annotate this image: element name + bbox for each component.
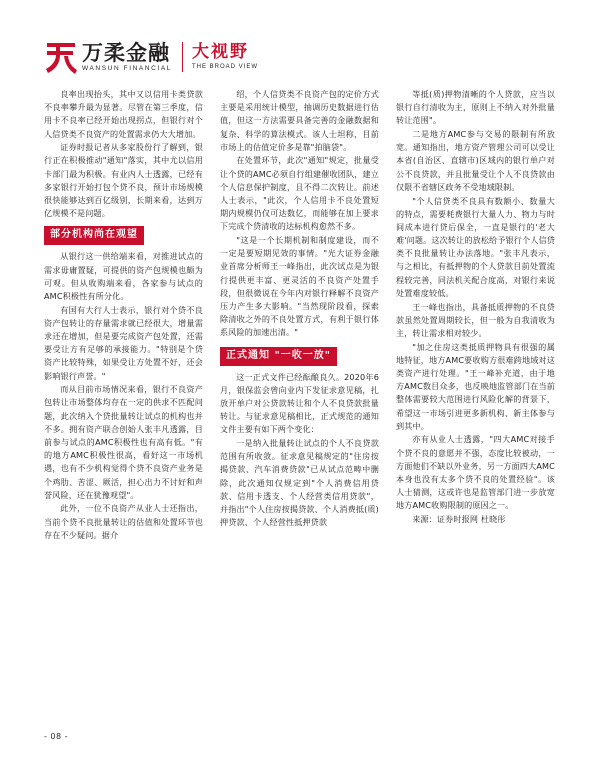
brand-secondary (192, 43, 258, 71)
paragraph: 从银行这一供给端来看，对推进试点的需求毋庸置疑，可提供的资产包规模也颇为可观。但从收购端来看，各家参与试点的AMC积极性有所分化。 (44, 251, 203, 301)
wansun-logo-icon (44, 39, 78, 75)
paragraph: 而从目前市场情况来看，银行不良资产包转让市场整体均存在一定的供求不匹配问题，此次纳入个贷批量转让试点的机构也并不多。拥有资产联合创始人张丰凡透露，目前参与试点的AMC积极性也有高有低。"有的地方AMC积极性很高，看好这一市场机遇，也有不少机构觉得个贷不良资产业务是个鸡肋、苦涩、厥活，担心出力不讨好和声誉风险，还在犹豫观望"。 (44, 384, 203, 500)
section-heading-observing: 部分机构尚在观望 (44, 226, 144, 245)
masthead-divider (182, 42, 183, 72)
paragraph: 证券时报记者从多家股份行了解到，银行正在积极推动"通知"落实，其中尤以信用卡部门最为积极。有业内人士透露，已经有多家银行开始打包个贷不良，预计市场规模很快能够达到百亿级别，长期来看，达到万亿规模不是问题。 (44, 142, 203, 219)
paragraph: 王一峰也指出，具备抵质押物的不良贷款虽然处置周期较长，但一般为自我清收为主，转让需求相对较少。 (396, 301, 555, 338)
paragraph: 良率出现抬头，其中又以信用卡类贷款不良率攀升最为显著。尽管在第三季度，信用卡不良率已经开始出现拐点，但银行对个人信贷类不良资产的处置需求仍大大增加。 (44, 89, 203, 139)
article-source: 来源：证券时报网 杜晓彤 (412, 514, 506, 524)
paragraph: "个人信贷类不良具有数额小、数量大的特点，需要耗费银行大量人力、物力与时间成本进行贷后保全，一直是银行的'老大难'问题。这次转让的放松给予银行个人信贷类不良批量转让办法落地。"张丰凡表示，与之相比，有抵押物的个人贷款目前处置流程较完善，同法机关配合度高，对银行来说处置难度较低。 (396, 195, 556, 298)
page-number: - 08 - (44, 732, 69, 741)
article-columns (44, 88, 556, 708)
article-column-3 (396, 88, 555, 708)
paragraph: "这是一个长期机制和制度建设，而不一定是要短期见效的事情。"光大证券金融业首席分析师王一峰指出，此次试点是为银行提供更丰富、更灵活的不良资产处置手段，但很微说在今年内对银行释解不良资产压力产生多大影响。"当然现阶段看，探索除清收之外的不良处置方式，有利于银行体系风险的加速出清。" (220, 235, 379, 338)
section-name-cn: 大视野 (192, 42, 250, 63)
paragraph: 有国有大行人士表示，银行对个贷不良资产包转让的存量需求就已经很大，增量需求还在增加，但是要完成资产包处置，还需要受让方有足够的承接能力。"特别是个贷资产比较特殊，如果受让方处置不好，还会影响银行声誉。" (44, 304, 203, 381)
paragraph: 此外，一位不良资产从业人士还指出，当前个贷不良批量转让的估值和处置环节也存在不少疑问。据介 (44, 503, 203, 540)
paragraph: "加之住房这类抵质押物具有很强的属地特征，地方AMC要收购方很难跨地域对这类资产进行处理。"王一峰补充道，由于地方AMC数目众多，也反映地监管部门在当前整体需要较大范围进行风险化解的背景下，希望这一市场引进更多新机构、新主体参与到其中。 (396, 341, 555, 431)
brand-name-cn: 万柔金融 (82, 41, 170, 66)
section-name-en: THE BROAD VIEW (192, 63, 259, 70)
brand-name-en: WANSUN FINANCIAL (82, 65, 173, 73)
paragraph: 一是纳入批量转让试点的个人不良贷款范围有所收敛。征求意见稿规定的"住房按揭贷款、汽车消费贷款"已从试点范畴中删除，此次通知仅规定到"个人消费信用贷款、信用卡透支、个人经营类信用贷款"，并指出"个人住房按揭贷款、个人消费抵(质)押贷款、个人经营性抵押贷款 (220, 438, 379, 528)
paragraph: 二是地方AMC参与交易的限制有所放宽。通知指出，地方资产管理公司可以受让本省(自治区、直辖市)区域内的银行单户对公不良贷款，并且批量受让个人不良贷款由仅限不省辖区政务不受地域限制。 (396, 129, 555, 192)
paragraph: 亦有从业人士透露，"四大AMC对接手个贷不良的意愿并不强，态度比较被动，一方面他们不缺以外业务，另一方面四大AMC本身也没有太多个贷不良的处置经验"。该人士猜测，这或许也是监管部门进一步放宽地方AMC收购限制的原因之一。 (396, 434, 555, 511)
paragraph: 等抵(质)押物清晰的个人贷款，应当以银行自行清收为主，原则上不纳入对外批量转让范围"。 (396, 89, 555, 126)
brand-primary (82, 41, 172, 73)
paragraph: 在处置环节，此次"通知"规定，批量受让个贷的AMC必须自行组建催收团队，建立个人信息保护制度，且不得二次转让。前述人士表示，"此次，个人信用卡不良处置短期内规模仍仅可达数亿，而能够在加上要求下完成个贷清收的达标机构愈然不多。 (220, 155, 379, 232)
paragraph: 绍，个人信贷类不良资产包的定价方式主要是采用统计模型，抽调历史数据进行估值，但这一方法需要具备完善的金融数据和复杂、科学的算法模式。该人士坦称，目前市场上的估值定价多是靠"拍脑袋"。 (220, 89, 379, 152)
article-column-1 (44, 88, 203, 708)
section-heading-notice: 正式通知 "一收一放" (220, 347, 337, 366)
masthead (44, 36, 258, 78)
article-column-2 (220, 88, 379, 708)
paragraph: 这一正式文件已经酝酿良久。2020年6月，银保监会曾向业内下发征求意见稿，扎放开单户对公贷款转让和个人不良贷款批量转让。与征求意见稿相比，正式规范的通知文件主要有如下两个变化： (220, 371, 379, 435)
